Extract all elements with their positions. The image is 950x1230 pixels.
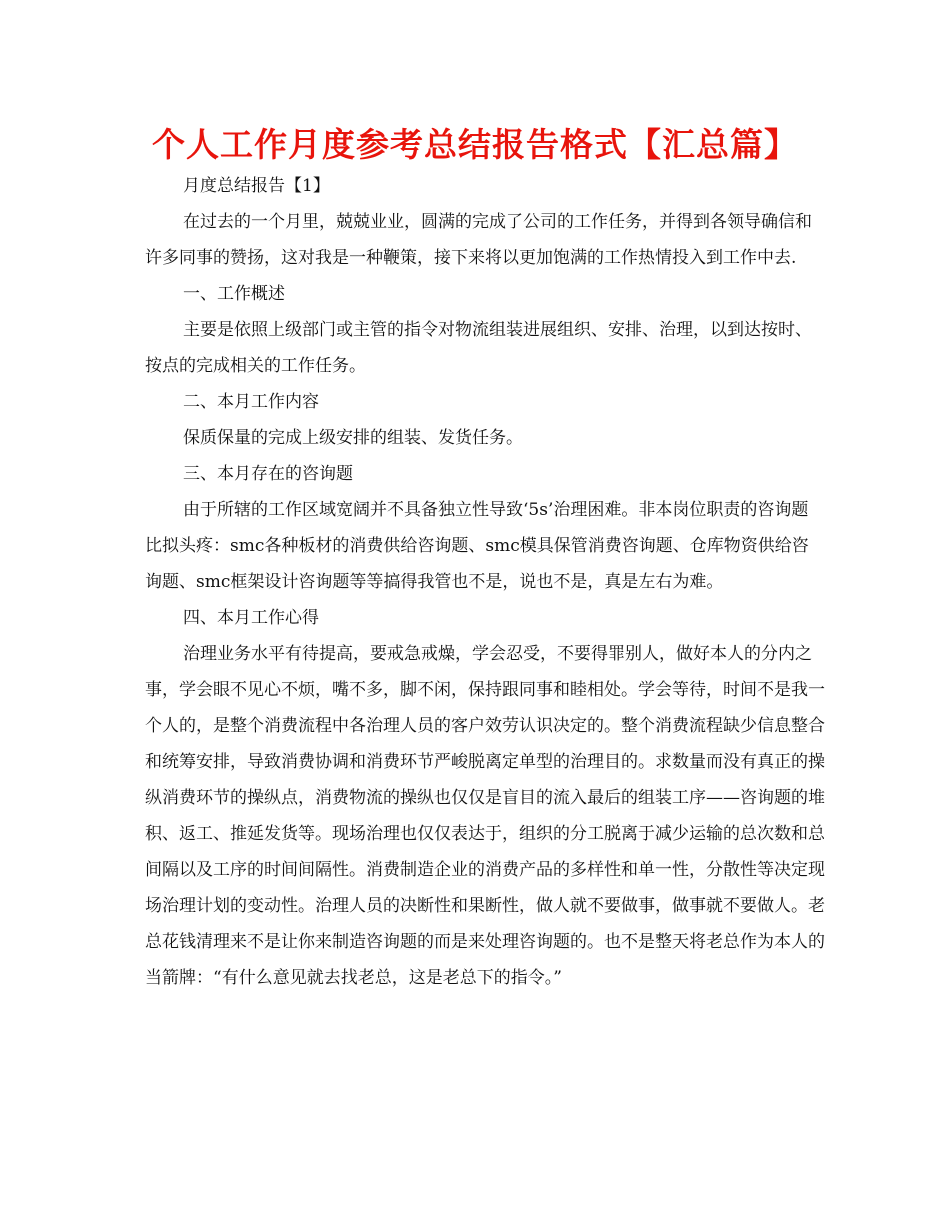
document-body	[145, 168, 825, 996]
paragraph-overview: 主要是依照上级部门或主管的指令对物流组装进展组织、安排、治理，以到达按时、按点的完成相关的工作任务。	[145, 320, 812, 376]
section-heading-content: 二、本月工作内容	[183, 392, 319, 412]
section-heading-overview: 一、工作概述	[183, 284, 285, 304]
paragraph-intro: 在过去的一个月里，兢兢业业，圆满的完成了公司的工作任务，并得到各领导确信和许多同事的赞扬，这对我是一种鞭策，接下来将以更加饱满的工作热情投入到工作中去.	[145, 212, 812, 268]
paragraph-content: 保质保量的完成上级安排的组装、发货任务。	[183, 428, 523, 448]
document-title: 个人工作月度参考总结报告格式【汇总篇】	[152, 125, 798, 164]
paragraph-experience: 治理业务水平有待提高，要戒急戒燥，学会忍受，不要得罪别人，做好本人的分内之事，学会眼不见心不烦，嘴不多，脚不闲，保持跟同事和睦相处。学会等待，时间不是我一个人的，是整个消费流程中各治理人员的客户效劳认识决定的。整个消费流程缺少信息整合和统筹安排，导致消费协调和消费环节严峻脱离定单型的治理目的。求数量而没有真正的操纵消费环节的操纵点，消费物流的操纵也仅仅是盲目的流入最后的组装工序——咨询题的堆积、返工、推延发货等。现场治理也仅仅表达于，组织的分工脱离于减少运输的总次数和总间隔以及工序的时间间隔性。消费制造企业的消费产品的多样性和单一性，分散性等决定现场治理计划的变动性。治理人员的决断性和果断性，做人就不要做事，做事就不要做人。老总花钱清理来不是让你来制造咨询题的而是来处理咨询题的。也不是整天将老总作为本人的当箭牌：“有什么意见就去找老总，这是老总下的指令。”	[145, 644, 825, 988]
section-heading-problems: 三、本月存在的咨询题	[183, 464, 353, 484]
paragraph-report-heading: 月度总结报告【1】	[183, 176, 330, 196]
section-heading-experience: 四、本月工作心得	[183, 608, 319, 628]
paragraph-problems: 由于所辖的工作区域宽阔并不具备独立性导致‘5s’治理困难。非本岗位职责的咨询题比拟头疼：smc各种板材的消费供给咨询题、smc模具保管消费咨询题、仓库物资供给咨询题、smc框架设计咨询题等等搞得我管也不是，说也不是，真是左右为难。	[145, 500, 809, 592]
